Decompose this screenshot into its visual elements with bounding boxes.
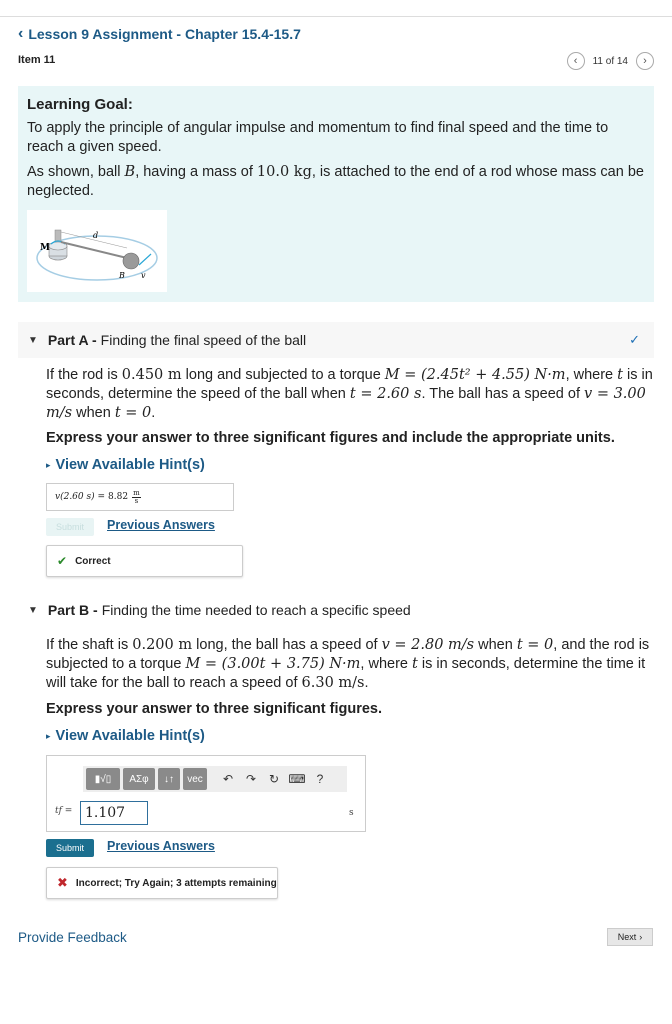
pager-text: 11 of 14	[592, 55, 628, 67]
part-a-question: If the rod is 0.450 m long and subjected to a torque M = (2.45t² + 4.55) N·m, where t is in seconds, determine the speed of the ball when t = 2.60 s. The ball has a speed of v = 3.00 m/s when t = 0.	[46, 367, 653, 421]
part-b-submit-button[interactable]: Submit	[46, 839, 94, 857]
provide-feedback-link[interactable]: Provide Feedback	[18, 930, 127, 945]
part-b-feedback: ✖ Incorrect; Try Again; 3 attempts remaining	[46, 867, 278, 899]
svg-text:M: M	[40, 243, 50, 253]
rod-ball-figure	[27, 210, 167, 292]
caret-down-icon: ▼	[28, 334, 38, 346]
next-item-button[interactable]: ›	[636, 52, 654, 70]
part-b-title: Finding the time needed to reach a specific speed	[101, 602, 411, 618]
part-a-answer-display: v(2.60 s) = 8.82 m s	[46, 483, 234, 511]
next-button[interactable]: Next ›	[607, 928, 653, 946]
templates-button[interactable]: ▮√▯	[86, 768, 120, 790]
learning-goal-description: As shown, ball B, having a mass of 10.0 kg, is attached to the end of a rod whose mass can be neglected.	[27, 164, 644, 199]
x-icon: ✖	[57, 875, 68, 890]
chevron-left-icon: ‹	[18, 25, 24, 42]
help-icon[interactable]: ?	[316, 772, 324, 786]
reset-icon[interactable]: ↻	[268, 772, 280, 786]
svg-text:d: d	[93, 231, 99, 240]
part-b-hint-link[interactable]: ▸ View Available Hint(s)	[46, 728, 205, 744]
part-a-label: Part A -	[47, 332, 97, 348]
keyboard-icon[interactable]: ⌨	[288, 772, 306, 786]
part-a-title: Finding the final speed of the ball	[100, 332, 307, 348]
check-icon: ✔	[57, 554, 68, 568]
undo-icon[interactable]: ↶	[222, 772, 234, 786]
prev-item-button[interactable]: ‹	[567, 52, 585, 70]
learning-goal-text: To apply the principle of angular impulse and momentum to find final speed and the time to reach a given speed.	[27, 120, 609, 155]
math-toolbar	[83, 766, 347, 792]
learning-goal-panel	[18, 86, 654, 302]
svg-text:v: v	[141, 271, 146, 280]
part-a-previous-answers-link[interactable]: Previous Answers	[107, 518, 215, 532]
part-b-answer-input[interactable]	[80, 801, 148, 825]
part-b-previous-answers-link[interactable]: Previous Answers	[107, 839, 215, 853]
part-a-submit-button[interactable]: Submit	[46, 518, 94, 536]
breadcrumb[interactable]	[18, 26, 301, 42]
vector-button[interactable]: vec	[183, 768, 207, 790]
caret-down-icon: ▼	[28, 604, 38, 616]
part-b-instruction: Express your answer to three significant figures.	[46, 701, 383, 717]
part-b-header[interactable]	[18, 592, 654, 628]
part-b-answer-editor	[46, 755, 366, 832]
greek-symbols-button[interactable]: ΑΣφ	[123, 768, 155, 790]
learning-goal-title: Learning Goal:	[27, 96, 133, 113]
caret-right-icon: ▸	[46, 730, 51, 741]
answer-unit: s	[349, 808, 354, 818]
item-label: Item 11	[18, 54, 56, 66]
breadcrumb-label: Lesson 9 Assignment - Chapter 15.4-15.7	[28, 26, 301, 42]
check-icon: ✓	[629, 332, 640, 347]
redo-icon[interactable]: ↷	[245, 772, 257, 786]
part-a-instruction: Express your answer to three significant figures and include the appropriate units.	[46, 430, 615, 446]
subscript-superscript-button[interactable]: ↓↑	[158, 768, 180, 790]
part-b-label: Part B -	[47, 602, 98, 618]
part-a-hint-link[interactable]: ▸ View Available Hint(s)	[46, 457, 205, 473]
part-a-header[interactable]	[18, 322, 654, 358]
caret-right-icon: ▸	[46, 459, 51, 470]
part-b-question: If the shaft is 0.200 m long, the ball has a speed of v = 2.80 m/s when t = 0, and the rod is subjected to a torque M = (3.00t + 3.75) N·m, where t is in seconds, determine the time it will take for the ball to reach a speed of 6.30 m/s.	[46, 637, 650, 691]
chevron-right-icon: ›	[639, 932, 643, 942]
part-a-feedback: ✔ Correct	[46, 545, 243, 577]
svg-text:B: B	[119, 271, 125, 280]
item-pager	[567, 52, 654, 70]
answer-variable-label: tf =	[55, 806, 73, 816]
top-bar	[0, 0, 672, 17]
